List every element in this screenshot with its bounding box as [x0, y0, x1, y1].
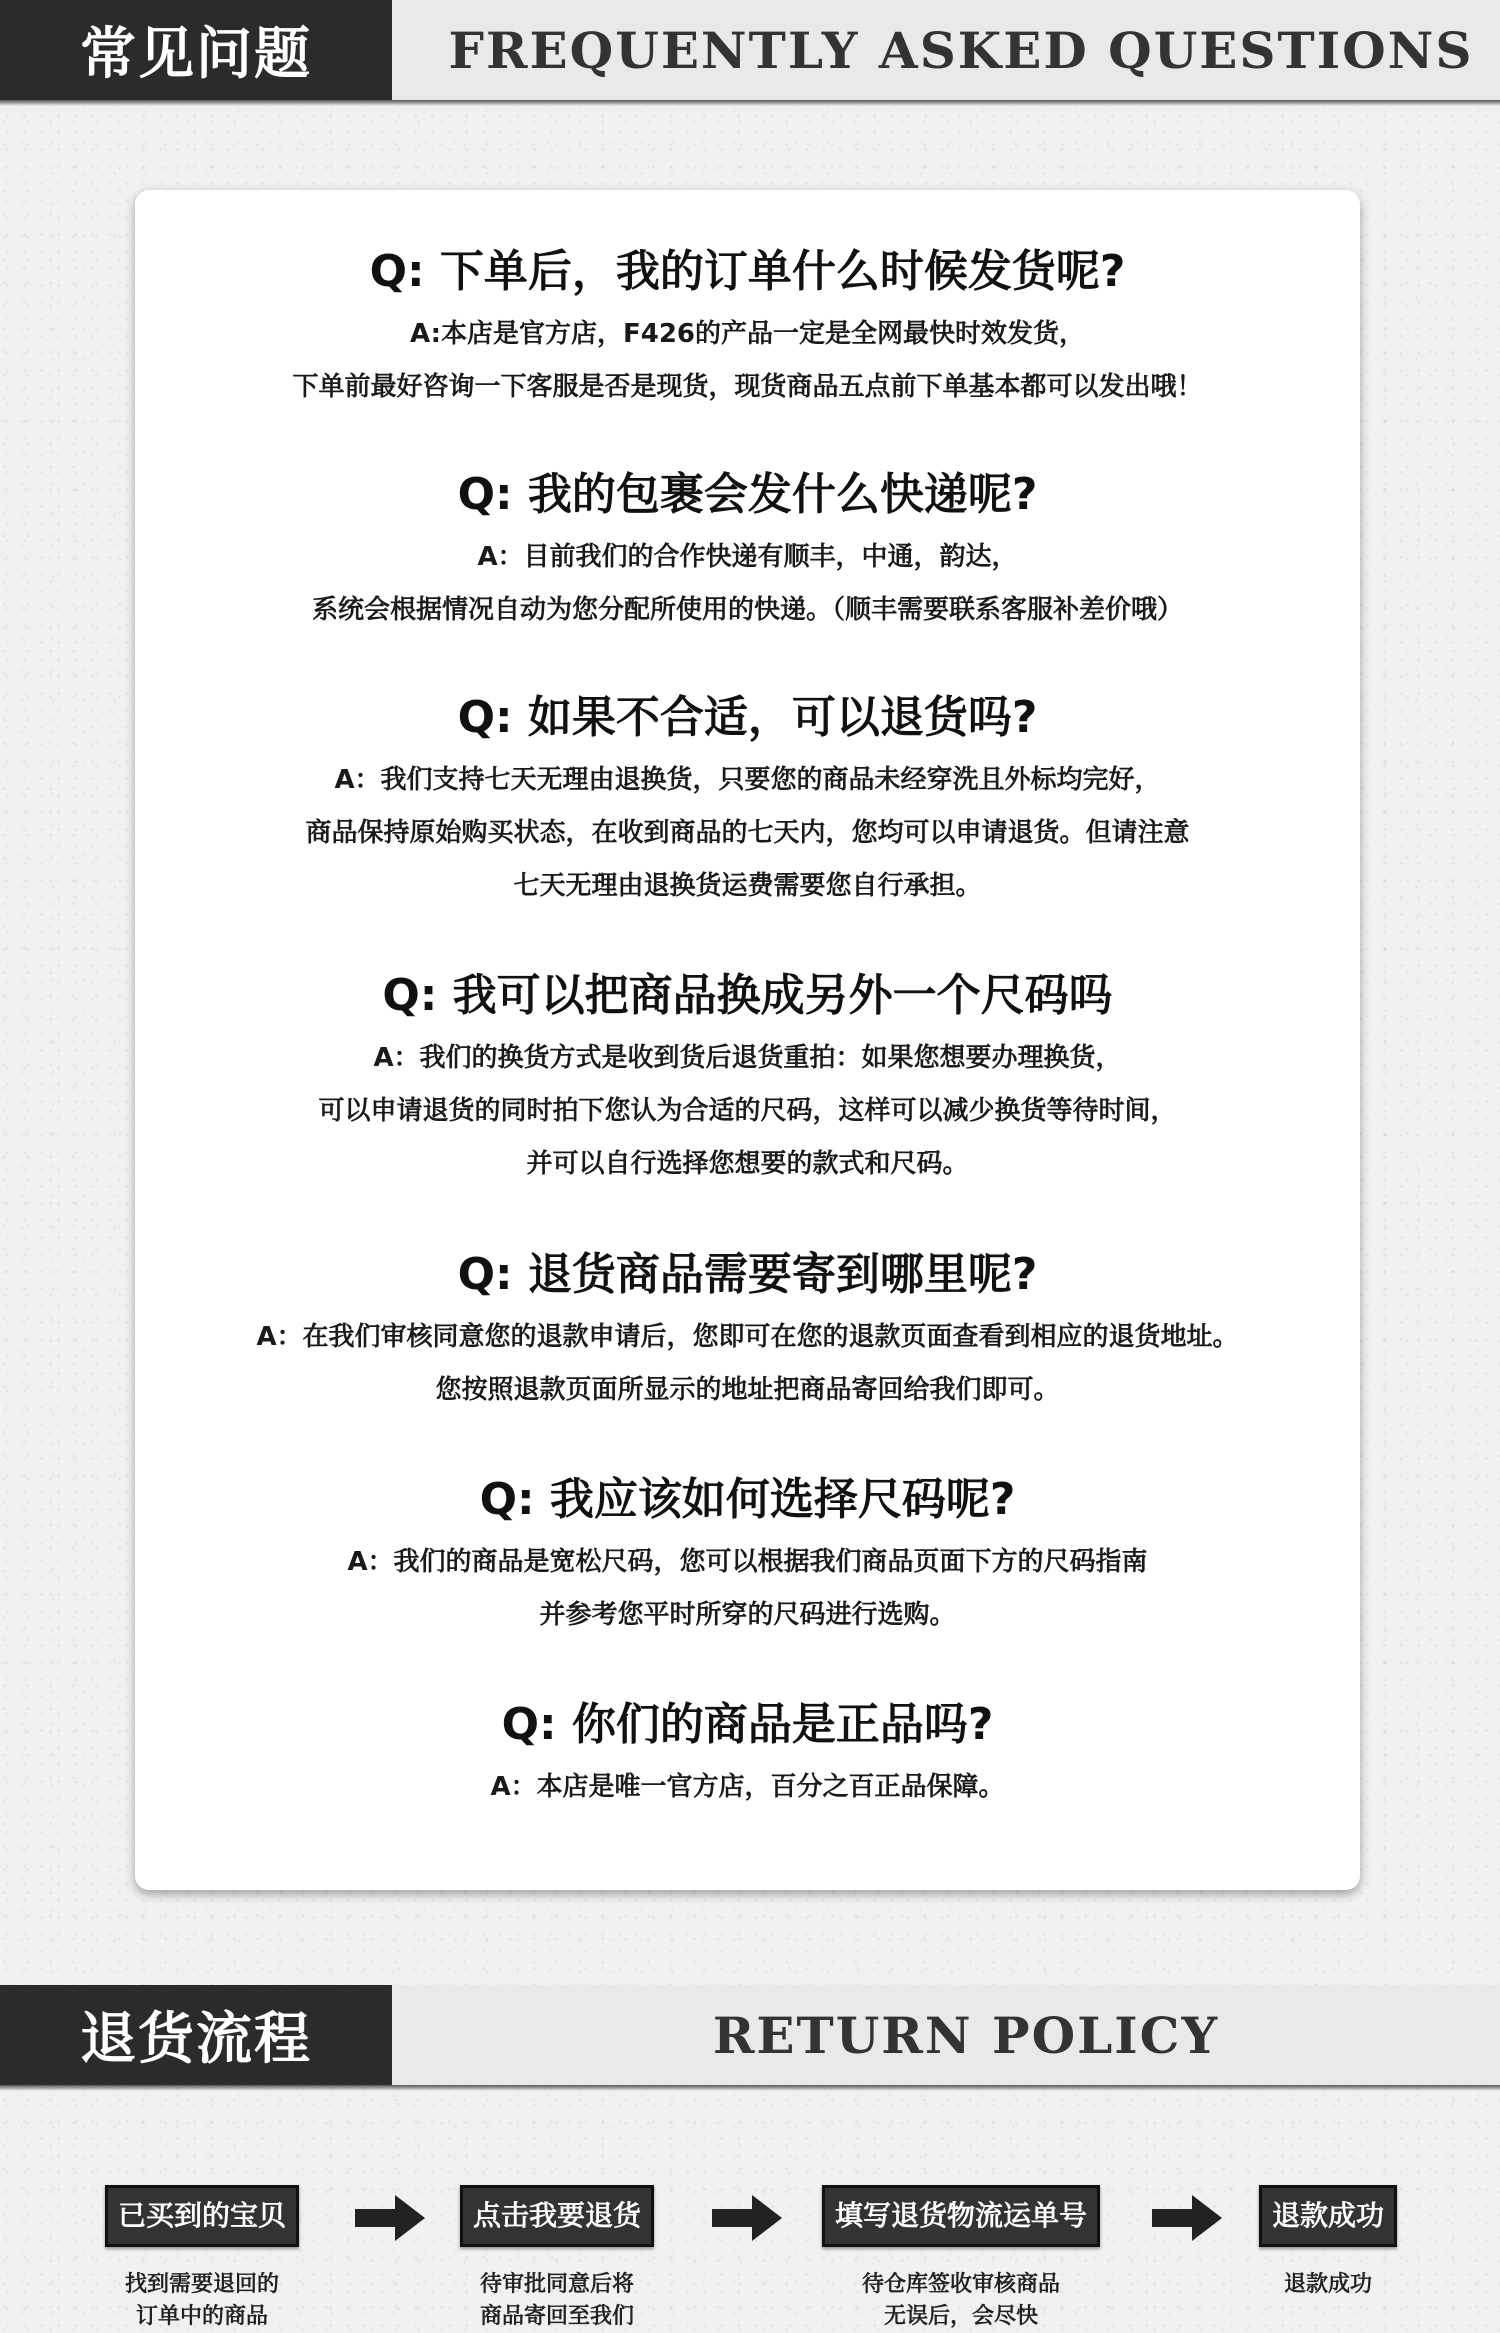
faq-answer-line: A：在我们审核同意您的退款申请后，您即可在您的退款页面查看到相应的退货地址。	[256, 1322, 1239, 1352]
faq-header	[0, 0, 1500, 100]
faq-answer-line: A:本店是官方店，F426的产品一定是全网最快时效发货，	[409, 319, 1086, 349]
faq-answer-line: A：目前我们的合作快递有顺丰，中通，韵达，	[477, 542, 1018, 572]
step-desc-line: 订单中的商品	[135, 2304, 268, 2329]
faq-answer	[135, 308, 1360, 414]
faq-question: Q: 退货商品需要寄到哪里呢?	[457, 1249, 1038, 1300]
faq-answer-line: A：我们支持七天无理由退换货，只要您的商品未经穿洗且外标均完好，	[334, 765, 1161, 795]
faq-title-cn: 常见问题	[0, 0, 392, 100]
arrow-right-icon	[355, 2195, 425, 2241]
faq-answer	[135, 531, 1360, 637]
step-desc-line: 待仓库签收审核商品	[861, 2272, 1060, 2297]
faq-answer	[135, 1761, 1360, 1814]
step-label: 填写退货物流运单号	[822, 2185, 1100, 2247]
return-step	[97, 2185, 307, 2333]
faq-answer-line: 下单前最好咨询一下客服是否是现货，现货商品五点前下单基本都可以发出哦！	[292, 372, 1203, 402]
step-desc-line: 商品寄回至我们	[479, 2304, 634, 2329]
return-step	[1258, 2185, 1398, 2301]
faq-answer-line: 商品保持原始购买状态，在收到商品的七天内，您均可以申请退货。但请注意	[305, 818, 1190, 848]
faq-title-en: FREQUENTLY ASKED QUESTIONS	[392, 0, 1500, 100]
faq-answer-line: 并可以自行选择您想要的款式和尺码。	[526, 1149, 969, 1179]
header-shadow	[0, 2085, 1500, 2091]
faq-question: Q: 下单后，我的订单什么时候发货呢?	[369, 246, 1126, 297]
step-label: 已买到的宝贝	[105, 2185, 299, 2247]
return-steps	[0, 2185, 1500, 2329]
faq-item	[135, 242, 1360, 414]
faq-item	[135, 465, 1360, 637]
step-desc-line: 退款成功	[1283, 2272, 1372, 2297]
faq-answer	[135, 1311, 1360, 1417]
faq-answer-line: A：我们的商品是宽松尺码，您可以根据我们商品页面下方的尺码指南	[347, 1547, 1148, 1577]
arrow-right-icon	[712, 2195, 782, 2241]
step-desc	[1258, 2269, 1398, 2301]
step-label: 退款成功	[1259, 2185, 1397, 2247]
faq-question: Q: 你们的商品是正品吗?	[501, 1699, 994, 1750]
step-desc	[807, 2269, 1115, 2333]
faq-item	[135, 1695, 1360, 1814]
faq-item	[135, 1245, 1360, 1417]
return-title-en: RETURN POLICY	[392, 1985, 1500, 2085]
step-label: 点击我要退货	[460, 2185, 654, 2247]
faq-question: Q: 如果不合适，可以退货吗?	[457, 692, 1038, 743]
return-step	[452, 2185, 662, 2333]
faq-answer-line: 系统会根据情况自动为您分配所使用的快递。（顺丰需要联系客服补差价哦）	[311, 595, 1183, 625]
faq-answer-line: 并参考您平时所穿的尺码进行选购。	[539, 1600, 956, 1630]
arrow-right-icon	[1152, 2195, 1222, 2241]
faq-answer-line: A：本店是唯一官方店，百分之百正品保障。	[490, 1772, 1005, 1802]
step-desc-line: 无误后，会尽快	[883, 2304, 1038, 2329]
return-step	[807, 2185, 1115, 2333]
faq-answer	[135, 1032, 1360, 1191]
header-shadow	[0, 100, 1500, 106]
return-title-cn: 退货流程	[0, 1985, 392, 2085]
faq-question: Q: 我的包裹会发什么快递呢?	[457, 469, 1038, 520]
faq-card	[135, 190, 1360, 1890]
faq-answer-line: 您按照退款页面所显示的地址把商品寄回给我们即可。	[435, 1375, 1060, 1405]
step-desc	[452, 2269, 662, 2333]
faq-question: Q: 我应该如何选择尺码呢?	[479, 1474, 1016, 1525]
faq-answer	[135, 1536, 1360, 1642]
faq-question: Q: 我可以把商品换成另外一个尺码吗	[382, 970, 1113, 1021]
faq-answer	[135, 754, 1360, 913]
return-header	[0, 1985, 1500, 2085]
faq-answer-line: 可以申请退货的同时拍下您认为合适的尺码，这样可以减少换货等待时间，	[318, 1096, 1177, 1126]
faq-answer-line: 七天无理由退换货运费需要您自行承担。	[513, 871, 982, 901]
faq-answer-line: A：我们的换货方式是收到货后退货重拍：如果您想要办理换货，	[373, 1043, 1122, 1073]
faq-item	[135, 688, 1360, 913]
faq-item	[135, 1470, 1360, 1642]
step-desc-line: 待审批同意后将	[479, 2272, 634, 2297]
faq-item	[135, 966, 1360, 1191]
step-desc-line: 找到需要退回的	[124, 2272, 279, 2297]
step-desc	[97, 2269, 307, 2333]
